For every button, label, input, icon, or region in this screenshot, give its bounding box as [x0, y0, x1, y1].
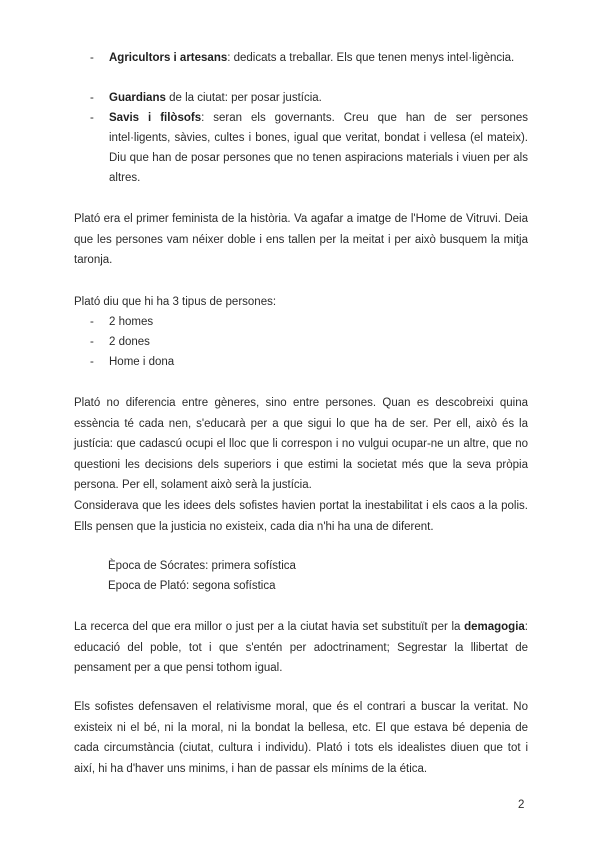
paragraph-justice: Plató no diferencia entre gèneres, sino entre persones. Quan es descobreixi quina essència té cada nen, s'educarà per a que sigui lo que ha de ser. Per ell, això és la justícia: que cadascú ocupi el lloc que li correspon i no vulgui ocupar-ne un altre, que no questioni les decisions dels superiors i que estimi la societat més que la seva pròpia persona. Per ell, solament això serà la justícia.	[74, 397, 528, 492]
types-intro: Plató diu que hi ha 3 tipus de persones:	[74, 296, 277, 308]
demagogy-text-before: La recerca del que era millor o just per a la ciutat havia set substituït per la	[74, 621, 465, 633]
type-text: 2 homes	[109, 316, 154, 328]
paragraph-demagogy	[74, 617, 528, 679]
bullet-description: de la ciutat: per posar justícia.	[165, 92, 322, 104]
paragraph-feminist: Plató era el primer feminista de la història. Va agafar a imatge de l'Home de Vitruvi. Deia que les persones vam néixer doble i ens tallen per la meitat i per això busquem la mitja taronja.	[74, 213, 528, 267]
bullet-dash: -	[90, 112, 94, 124]
epoch-plato: Epoca de Plató: segona sofística	[108, 580, 276, 592]
paragraph-sophists: Considerava que les idees dels sofistes havien portat la inestabilitat i els caos a la polis. Ells pensen que la justicia no existeix, cada dia n'hi ha una de diferent.	[74, 500, 528, 533]
bullet-term: Savis i filòsofs	[109, 112, 202, 124]
paragraph-relativism: Els sofistes defensaven el relativisme moral, que és el contrari a buscar la veritat. No existeix ni el bé, ni la moral, ni la bondat la bellesa, etc. El que estava bé depenia de cada circumstància (ciutat, cultura i individu). Plató i tots els idealistes diuen que tot i així, hi ha d'haver uns minims, i han de passar els mínims de la ética.	[74, 701, 528, 775]
bullet-description: : seran els governants. Creu que han de ser persones intel·ligents, sàvies, cultes i bones, igual que veritat, bondat i vellesa (el mateix). Diu que han de posar persones que no tenen aspiracions materials i viuen per als altres.	[109, 112, 529, 184]
bullet-dash: -	[90, 92, 94, 104]
type-dash: -	[90, 336, 94, 348]
page-number: 2	[518, 799, 525, 811]
bullet-term: Agricultors i artesans	[109, 52, 228, 64]
demagogy-term: demagogia	[464, 621, 525, 633]
bullet-text	[109, 48, 528, 68]
bullet-text	[109, 88, 528, 108]
bullet-text	[109, 108, 528, 188]
type-dash: -	[90, 356, 94, 368]
type-text: Home i dona	[109, 356, 175, 368]
bullet-term: Guardians	[109, 92, 166, 104]
type-text: 2 dones	[109, 336, 150, 348]
epoch-socrates: Època de Sócrates: primera sofística	[108, 560, 296, 572]
bullet-description: : dedicats a treballar. Els que tenen menys intel·ligència.	[227, 52, 515, 64]
demagogy-text-after: : educació del poble, tot i que s'entén per adoctrinament; Segrestar la llibertat de pensament per a que pensi tothom igual.	[74, 621, 528, 675]
bullet-dash: -	[90, 52, 94, 64]
type-dash: -	[90, 316, 94, 328]
